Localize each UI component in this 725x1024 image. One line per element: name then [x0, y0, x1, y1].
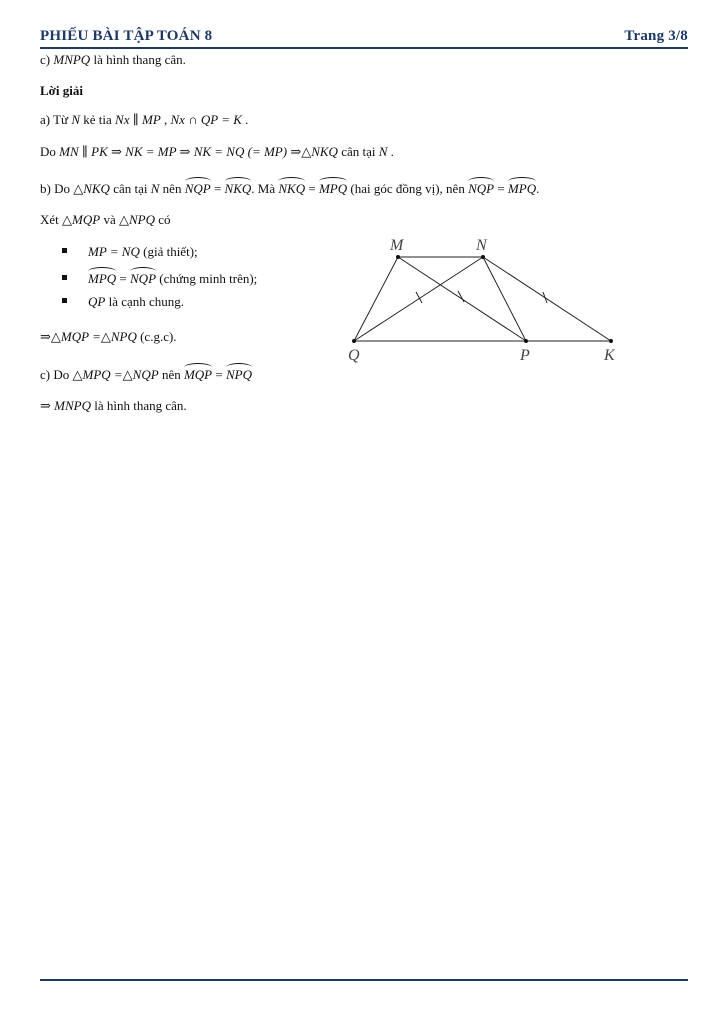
segment-nq	[354, 257, 483, 341]
solution-c-line-1: c) Do △MPQ =△NQP nên MQP = NPQ	[40, 367, 252, 382]
solution-b-line-2: Xét △MQP và △NPQ có	[40, 212, 171, 227]
footer-rule	[40, 979, 688, 981]
congruence-conclusion: ⇒△MQP =△NPQ (c.g.c).	[40, 329, 177, 344]
label-p: P	[520, 347, 530, 364]
tick-mark-nk	[543, 292, 547, 303]
point-k	[609, 339, 613, 343]
segment-nk	[483, 257, 611, 341]
point-m	[396, 255, 400, 259]
header-rule	[40, 47, 688, 49]
solution-a-line-1: a) Từ N kẻ tia Nx ∥ MP , Nx ∩ QP = K .	[40, 112, 249, 127]
solution-c-line-2: ⇒ MNPQ là hình thang cân.	[40, 398, 187, 413]
point-n	[481, 255, 485, 259]
label-n: N	[476, 237, 487, 254]
point-p	[524, 339, 528, 343]
bullet-marker	[62, 275, 67, 280]
bullet-marker	[62, 248, 67, 253]
worksheet-title: PHIẾU BÀI TẬP TOÁN 8	[40, 28, 213, 44]
page-header	[40, 28, 688, 48]
solution-b-line-1: b) Do △NKQ cân tại N nên NQP = NKQ. Mà NKQ = MPQ (hai góc đồng vị), nên NQP = MPQ.	[40, 181, 540, 196]
solution-a-line-2: Do MN ∥ PK ⇒ NK = MP ⇒ NK = NQ (= MP) ⇒△NKQ cân tại N .	[40, 144, 394, 159]
problem-part-c: c) MNPQ là hình thang cân.	[40, 52, 186, 67]
solution-heading: Lời giải	[40, 83, 83, 98]
bullet-marker	[62, 298, 67, 303]
point-q	[352, 339, 356, 343]
label-k: K	[604, 347, 615, 364]
label-m: M	[390, 237, 404, 254]
page-number: Trang 3/8	[624, 28, 688, 44]
segment-mq	[354, 257, 398, 341]
label-q: Q	[348, 347, 360, 364]
trapezoid-figure	[340, 230, 640, 370]
segment-np	[483, 257, 526, 341]
